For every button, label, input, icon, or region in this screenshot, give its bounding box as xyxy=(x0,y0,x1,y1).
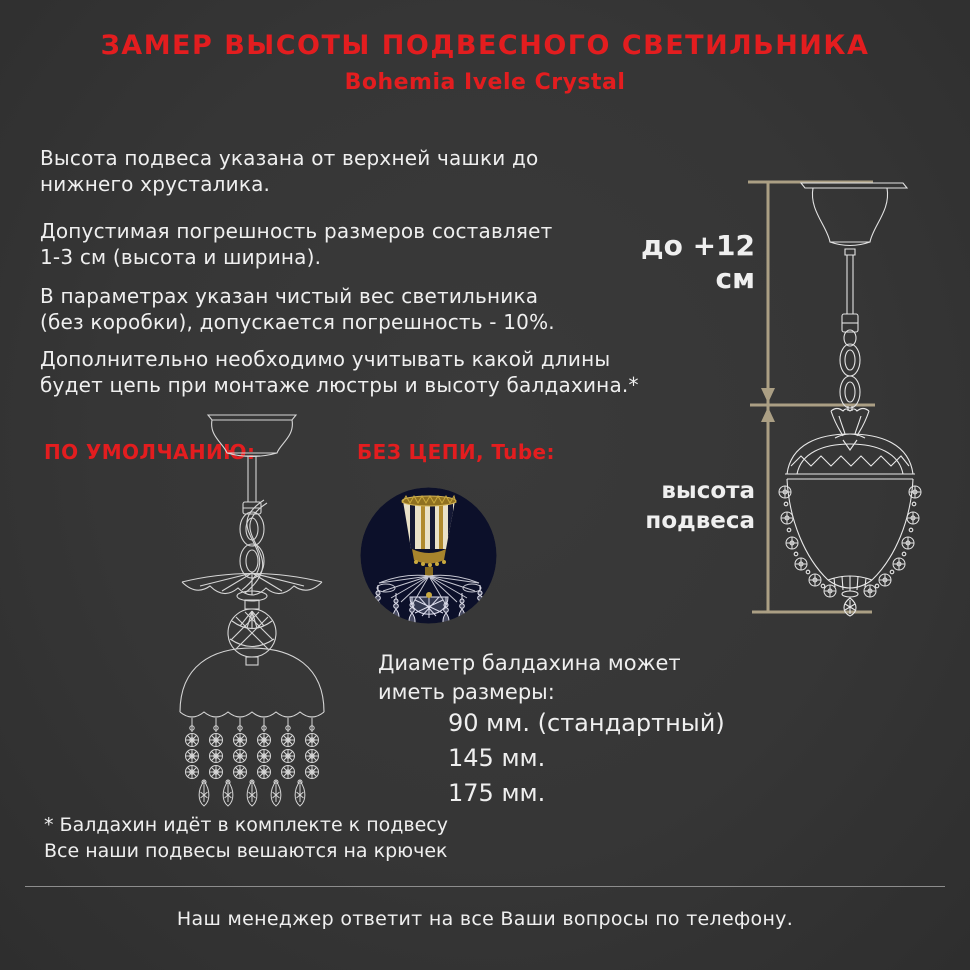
footnote-line: Все наши подвесы вешаются на крючек xyxy=(44,840,448,862)
intro-paragraph-4 xyxy=(40,346,639,398)
tube-chandelier-photo xyxy=(360,487,497,624)
pendant-height-line: подвеса xyxy=(645,508,755,534)
crystal-strands xyxy=(186,718,319,806)
canopy-diameter-heading xyxy=(378,649,681,707)
footer-divider xyxy=(25,886,945,887)
paragraph-line: нижнего хрусталика. xyxy=(40,172,271,196)
canopy-chain-drawing xyxy=(801,183,907,408)
footnote xyxy=(44,812,448,864)
default-pendant-line-art-icon xyxy=(112,410,392,810)
canopy-size-item: 90 мм. (стандартный) xyxy=(448,709,725,737)
chain-length-label: до +12 см xyxy=(640,229,755,295)
pendant-lamp-drawing xyxy=(784,406,916,616)
canopy-size-item: 145 мм. xyxy=(448,744,546,772)
paragraph-line: (без коробки), допускается погрешность - 10%. xyxy=(40,310,555,334)
page-title: ЗАМЕР ВЫСОТЫ ПОДВЕСНОГО СВЕТИЛЬНИКА xyxy=(100,30,870,61)
paragraph-line: Дополнительно необходимо учитывать какой длины xyxy=(40,347,611,371)
paragraph-line: В параметрах указан чистый вес светильника xyxy=(40,284,539,308)
section-label-default: ПО УМОЛЧАНИЮ: xyxy=(44,440,256,464)
measured-pendant-diagram xyxy=(735,168,965,620)
canopy-size-item: 175 мм. xyxy=(448,779,546,807)
footnote-line: * Балдахин идёт в комплекте к подвесу xyxy=(44,814,448,836)
pendant-height-line: высота xyxy=(661,478,755,504)
section-label-tube: БЕЗ ЦЕПИ, Tube: xyxy=(357,440,555,464)
paragraph-line: 1-3 см (высота и ширина). xyxy=(40,245,322,269)
canopy-heading-line: Диаметр балдахина может xyxy=(378,651,681,675)
footer-note: Наш менеджер ответит на все Ваши вопросы по телефону. xyxy=(176,908,794,930)
canopy-size-list xyxy=(448,706,725,811)
paragraph-line: Допустимая погрешность размеров составляет xyxy=(40,219,553,243)
canopy-heading-line: иметь размеры: xyxy=(378,680,555,704)
intro-paragraph-2 xyxy=(40,218,553,270)
paragraph-line: будет цепь при монтаже люстры и высоту балдахина.* xyxy=(40,373,639,397)
page-subtitle: Bohemia Ivele Crystal xyxy=(344,70,626,95)
intro-paragraph-3 xyxy=(40,283,555,335)
pendant-height-label xyxy=(612,476,755,536)
paragraph-line: Высота подвеса указана от верхней чашки до xyxy=(40,146,539,170)
intro-paragraph-1 xyxy=(40,145,538,197)
